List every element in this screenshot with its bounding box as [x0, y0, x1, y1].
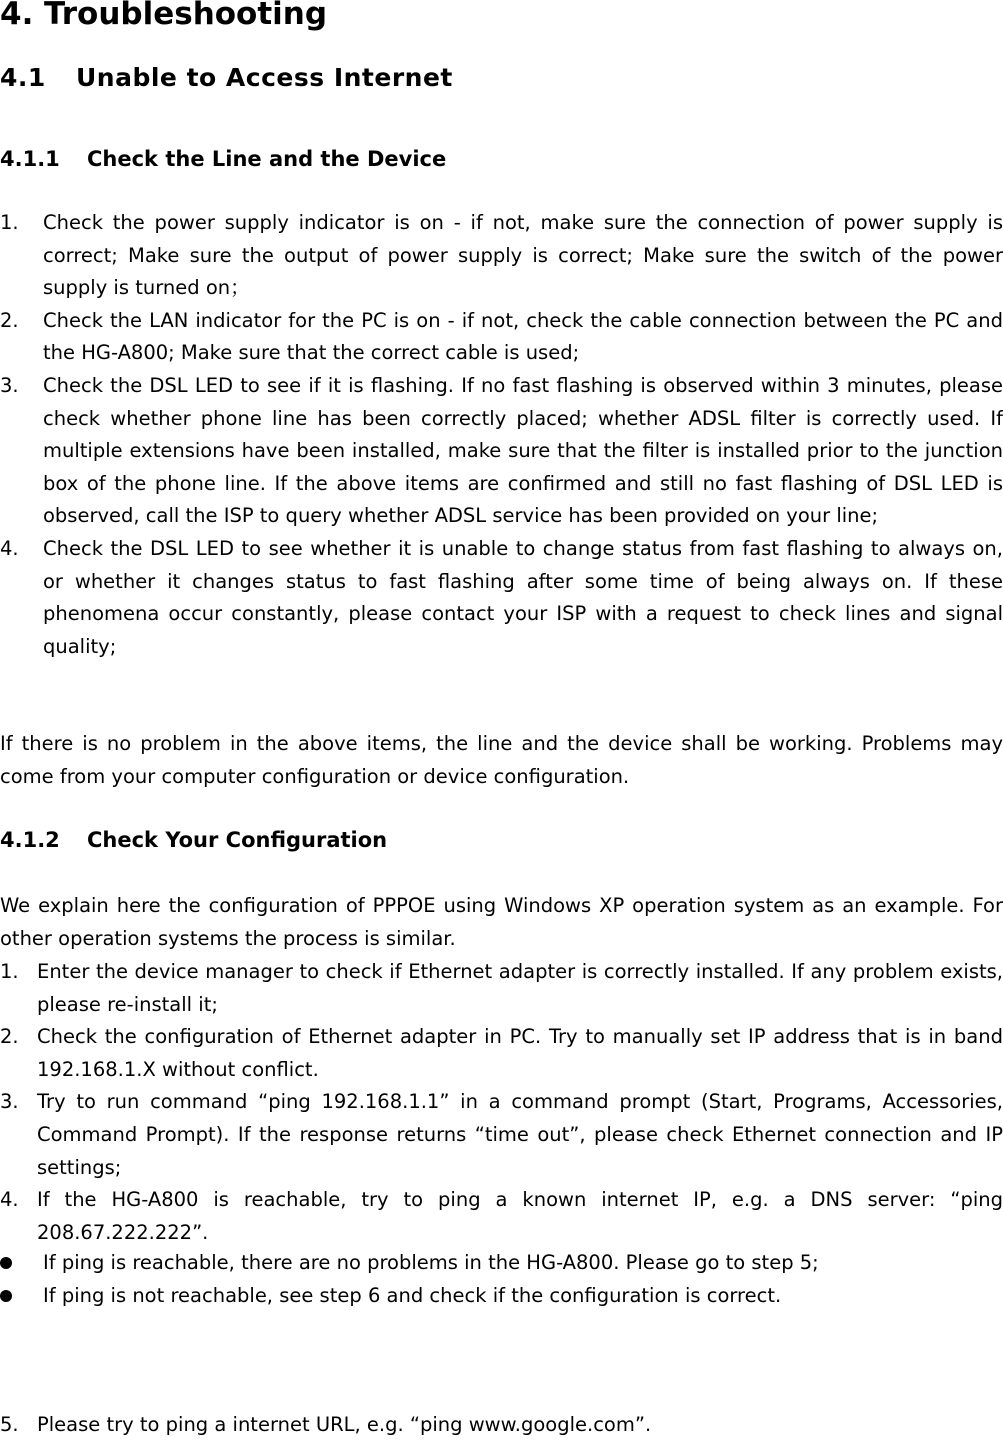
list-item: [0, 370, 1003, 533]
list-item: [0, 1086, 1003, 1184]
line-check-list: [0, 207, 1003, 663]
list-item-text: Check the power supply indicator is on - if not, make sure the connection of power supply is correct; Make sure the output of power supply is correct; Make sure the switch of the power supply is turned on；: [43, 211, 1003, 300]
section-number: 4.1: [0, 63, 46, 92]
list-marker: 1.: [0, 211, 19, 234]
ping-result-bullets: [0, 1247, 1003, 1312]
list-item: [0, 1184, 1003, 1249]
section-heading: [0, 60, 453, 96]
list-item-text: Check the LAN indicator for the PC is on - if not, check the cable connection between the PC and the HG-A800; Make sure that the correct cable is used;: [43, 308, 1003, 365]
list-item: [0, 305, 1003, 370]
chapter-number: 4.: [0, 0, 34, 32]
subsection-heading-config: [0, 825, 387, 855]
bullet-text: If ping is not reachable, see step 6 and check if the configuration is correct.: [43, 1283, 782, 1307]
list-marker: 3.: [0, 373, 19, 397]
bullet-item: [0, 1280, 1003, 1313]
list-item: [0, 1021, 1003, 1086]
line-check-summary: If there is no problem in the above items, the line and the device shall be working. Problems may come from your computer configuration or device configuration.: [0, 732, 1003, 788]
list-marker: 5.: [0, 1413, 19, 1436]
list-item-text: Please try to ping a internet URL, e.g. “ping www.google.com”.: [37, 1413, 652, 1436]
list-marker: 4.: [0, 536, 19, 560]
list-item-text: Check the configuration of Ethernet adapter in PC. Try to manually set IP address that is in band 192.168.1.X without conflict.: [37, 1025, 1003, 1081]
list-marker: 3.: [0, 1090, 19, 1114]
config-intro: We explain here the configuration of PPPOE using Windows XP operation system as an example. For other operation systems the process is similar.: [0, 894, 1003, 950]
subsection-number: 4.1.1: [0, 147, 60, 171]
bullet-item: [0, 1247, 1003, 1280]
list-item: [0, 956, 1003, 1021]
section-title: Unable to Access Internet: [76, 63, 453, 92]
list-marker: 2.: [0, 1025, 19, 1049]
chapter-heading: [0, 0, 327, 34]
list-item: [0, 207, 1003, 305]
subsection-heading-line: [0, 144, 446, 174]
subsection-title: Check the Line and the Device: [87, 147, 447, 171]
bullet-text: If ping is reachable, there are no problems in the HG-A800. Please go to step 5;: [43, 1251, 819, 1274]
bullet-dot-icon: [0, 1257, 12, 1269]
list-marker: 2.: [0, 308, 19, 332]
list-item-text: If the HG-A800 is reachable, try to ping a known internet IP, e.g. a DNS server: “ping 208.67.222.222”.: [37, 1188, 1003, 1244]
list-item: [0, 533, 1003, 663]
list-marker: 1.: [0, 960, 19, 983]
chapter-title: Troubleshooting: [44, 0, 328, 32]
list-item-text: Check the DSL LED to see if it is flashing. If no fast flashing is observed within 3 minutes, please check whether phone line has been correctly placed; whether ADSL filter is correctly used. If multiple extensions have been installed, make sure that the filter is installed prior to the junction box of the phone line. If the above items are confirmed and still no fast flashing of DSL LED is observed, call the ISP to query whether ADSL service has been provided on your line;: [43, 373, 1003, 528]
bullet-dot-icon: [0, 1290, 12, 1302]
list-item-text: Enter the device manager to check if Ethernet adapter is correctly installed. If any problem exists, please re-install it;: [37, 960, 1003, 1016]
step-five: [0, 1409, 1003, 1442]
config-check-list: [0, 956, 1003, 1249]
list-item-text: Check the DSL LED to see whether it is unable to change status from fast flashing to always on, or whether it changes status to fast flashing after some time of being always on. If these phenomena occur constantly, please contact your ISP with a request to check lines and signal quality;: [43, 536, 1003, 658]
subsection-title: Check Your Configuration: [87, 828, 388, 852]
list-marker: 4.: [0, 1188, 19, 1212]
subsection-number: 4.1.2: [0, 828, 60, 852]
list-item-text: Try to run command “ping 192.168.1.1” in a command prompt (Start, Programs, Accessories, Command Prompt). If the response returns “time out”, please check Ethernet connection and IP settings;: [37, 1090, 1003, 1179]
